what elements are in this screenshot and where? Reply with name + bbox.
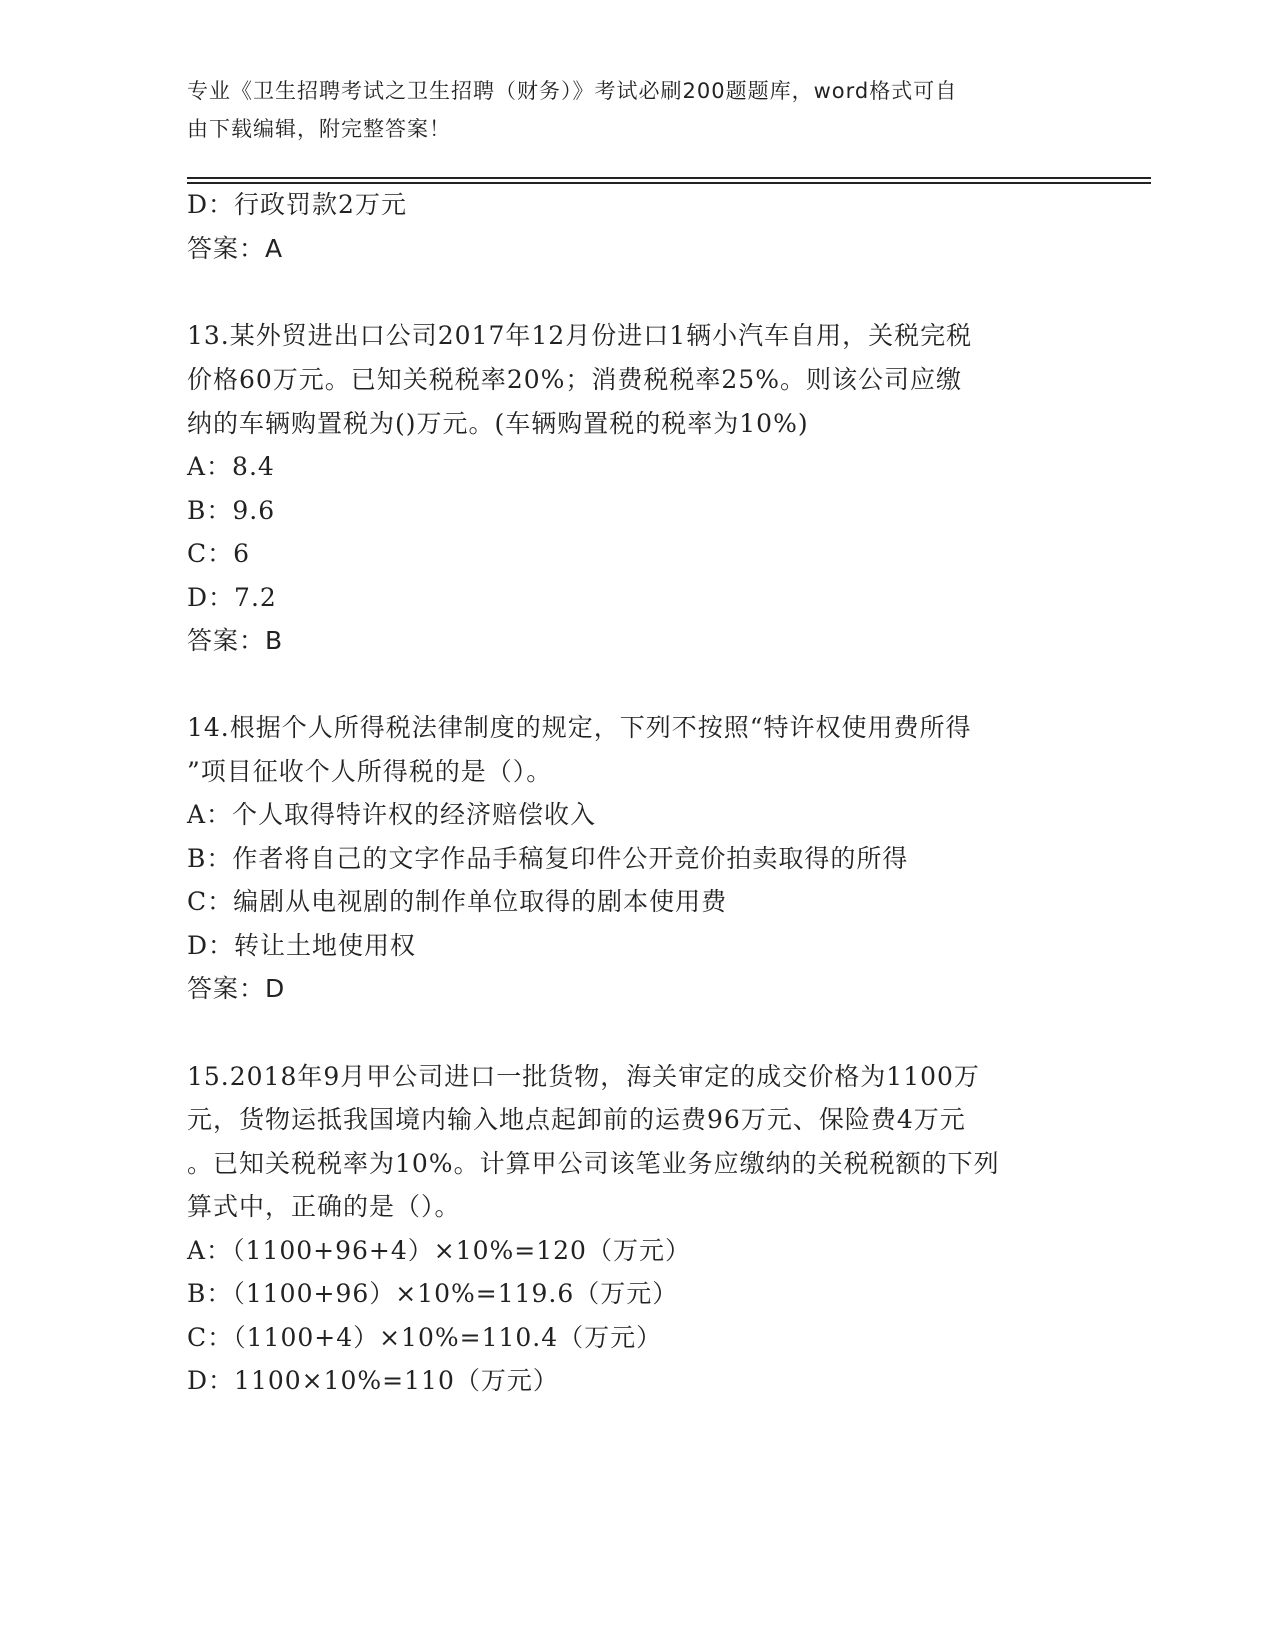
option-line: B：作者将自己的文字作品手稿复印件公开竞价拍卖取得的所得	[187, 844, 909, 873]
question-line: ”项目征收个人所得税的是（）。	[187, 757, 553, 786]
question-line: 元，货物运抵我国境内输入地点起卸前的运费96万元、保险费4万元	[187, 1105, 966, 1134]
option-line: D：7.2	[187, 583, 277, 612]
question-line: 算式中，正确的是（）。	[187, 1192, 461, 1221]
option-line: D：转让土地使用权	[187, 931, 417, 960]
option-line: A：个人取得特许权的经济赔偿收入	[187, 800, 597, 829]
answer-line: 答案：D	[187, 974, 286, 1003]
option-line: D：1100×10%=110（万元）	[187, 1366, 559, 1395]
option-line: B：9.6	[187, 496, 276, 525]
question-line: 。已知关税税率为10%。计算甲公司该笔业务应缴纳的关税税额的下列	[187, 1149, 1000, 1178]
question-line: 纳的车辆购置税为()万元。(车辆购置税的税率为10%)	[187, 409, 809, 438]
question-line: 15.2018年9月甲公司进口一批货物，海关审定的成交价格为1100万	[187, 1062, 980, 1091]
question-line: 价格60万元。已知关税税率20%；消费税税率25%。则该公司应缴	[187, 365, 962, 394]
question-line: 14.根据个人所得税法律制度的规定，下列不按照“特许权使用费所得	[187, 713, 972, 742]
option-line: D：行政罚款2万元	[187, 190, 407, 219]
option-line: B：（1100+96）×10%=119.6（万元）	[187, 1279, 679, 1308]
option-line: C：（1100+4）×10%=110.4（万元）	[187, 1323, 663, 1352]
question-line: 13.某外贸进出口公司2017年12月份进口1辆小汽车自用，关税完税	[187, 321, 973, 350]
option-line: C：6	[187, 539, 251, 568]
option-line: A：（1100+96+4）×10%=120（万元）	[187, 1236, 691, 1265]
answer-line: 答案：A	[187, 234, 284, 263]
header-divider-bottom	[187, 182, 1151, 184]
option-line: A：8.4	[187, 452, 275, 481]
header-line-1: 专业《卫生招聘考试之卫生招聘（财务）》考试必刷200题题库，word格式可自	[187, 79, 958, 103]
option-line: C：编剧从电视剧的制作单位取得的剧本使用费	[187, 887, 728, 916]
document-header	[187, 72, 1087, 148]
header-divider-top	[187, 177, 1151, 179]
answer-line: 答案：B	[187, 626, 284, 655]
header-line-2: 由下载编辑，附完整答案！	[187, 117, 451, 141]
